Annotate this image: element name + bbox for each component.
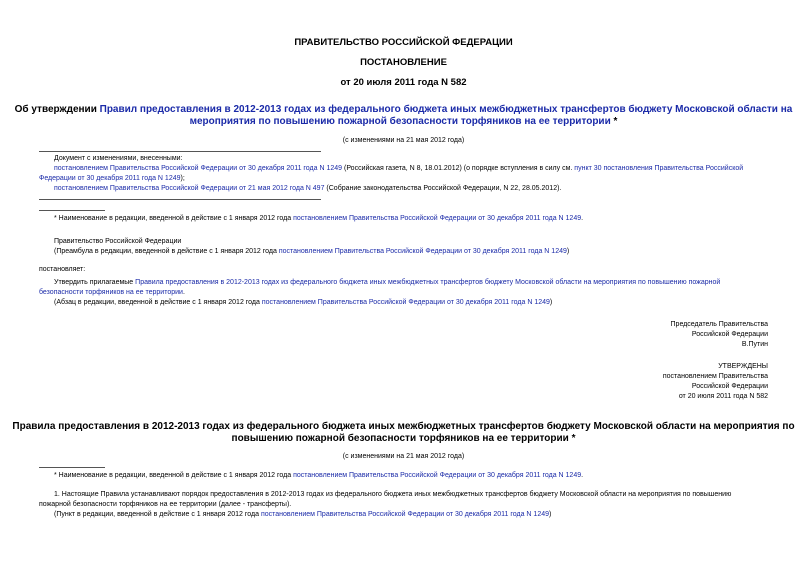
signature-title: Председатель Правительства <box>670 321 768 328</box>
signature-org: Российской Федерации <box>691 331 768 338</box>
doc-changes-text2: ); <box>180 175 185 182</box>
footnote-2 <box>54 471 583 481</box>
changes-note: (с изменениями на 21 мая 2012 года) <box>342 137 465 144</box>
preamble-note: (Преамбула в редакции, введенной в действие с 1 января 2012 года <box>54 248 279 255</box>
decree-note: (Абзац в редакции, введенной в действие с 1 января 2012 года <box>54 299 262 306</box>
divider <box>39 199 321 200</box>
point1-line1: 1. Настоящие Правила устанавливают порядок предоставления в 2012-2013 годах из федерального бюджета иных межбюджетных трансфертов бюджету Московской области на мероприятия по повышению <box>54 491 732 498</box>
point1-line3 <box>54 510 551 520</box>
decree-line3 <box>54 298 552 308</box>
point1-line2: пожарной безопасности торфяников на ее территории (далее - трансферты). <box>39 501 292 508</box>
title-rules-link-cont[interactable]: мероприятия по повышению пожарной безопасности торфяников на ее территории <box>189 116 611 127</box>
title-star: * <box>610 116 618 127</box>
footnote-1-end: . <box>581 215 584 222</box>
approved-heading: УТВЕРЖДЕНЫ <box>718 363 768 370</box>
doc-changes-line1 <box>54 164 743 174</box>
decree-text: Утвердить прилагаемые <box>54 279 136 286</box>
point1-link[interactable]: постановлением Правительства Российской Федерации от 30 декабря 2011 года N 1249 <box>260 511 550 518</box>
footnote-2-text: * Наименование в редакции, введенной в действие с 1 января 2012 года <box>54 472 294 479</box>
document-date: от 20 июля 2011 года N 582 <box>340 77 467 88</box>
decree-line1 <box>54 278 720 288</box>
footnote-1-text: * Наименование в редакции, введенной в действие с 1 января 2012 года <box>54 215 294 222</box>
decree-line2 <box>39 288 185 298</box>
preamble-line1: Правительство Российской Федерации <box>54 238 182 245</box>
title-rules-link[interactable]: Правил предоставления в 2012-2013 годах из федерального бюджета иных межбюджетных трансфертов бюджету Московской области на <box>99 104 793 115</box>
rules-title-line1: Правила предоставления в 2012-2013 годах из федерального бюджета иных межбюджетных трансфертов бюджету Московской области на мероприятия по <box>12 421 795 432</box>
decree-rules-link[interactable]: Правила предоставления в 2012-2013 годах из федерального бюджета иных межбюджетных трансфертов бюджету Московской области на мероприятия по повышению пожарной <box>135 279 721 286</box>
document-type: ПОСТАНОВЛЕНИЕ <box>360 57 447 68</box>
point30-link-cont[interactable]: Федерации от 30 декабря 2011 года N 1249 <box>39 175 181 182</box>
decree-1249-link[interactable]: постановлением Правительства Российской Федерации от 30 декабря 2011 года N 1249 <box>54 165 343 172</box>
decree-rules-link-cont[interactable]: безопасности торфяников на ее территории <box>39 289 183 296</box>
preamble-end: ) <box>566 248 570 255</box>
government-name: ПРАВИТЕЛЬСТВО РОССИЙСКОЙ ФЕДЕРАЦИИ <box>294 37 513 48</box>
doc-changes-text3: (Собрание законодательства Российской Федерации, N 22, 28.05.2012). <box>324 185 562 192</box>
preamble-link[interactable]: постановлением Правительства Российской Федерации от 30 декабря 2011 года N 1249 <box>278 248 567 255</box>
approved-date: от 20 июля 2011 года N 582 <box>678 393 768 400</box>
footnote-2-end: . <box>581 472 584 479</box>
document-title-line1 <box>0 104 807 116</box>
point30-link[interactable]: пункт 30 постановления Правительства Российской <box>574 165 744 172</box>
preamble-line2 <box>54 247 569 257</box>
title-prefix: Об утверждении <box>14 104 100 115</box>
doc-changes-line2 <box>39 174 185 184</box>
decree-word: постановляет: <box>39 266 86 273</box>
doc-changes-text: (Российская газета, N 8, 18.01.2012) (о порядке вступления в силу см. <box>342 165 575 172</box>
decree-note-end: ) <box>549 299 553 306</box>
rules-title-line2: повышению пожарной безопасности торфяников на ее территории * <box>231 433 576 444</box>
doc-changes-label: Документ с изменениями, внесенными: <box>54 155 183 162</box>
approved-line3: Российской Федерации <box>691 383 768 390</box>
approved-line2: постановлением Правительства <box>662 373 768 380</box>
footnote-divider <box>39 210 105 211</box>
point1-note: (Пункт в редакции, введенной в действие с 1 января 2012 года <box>54 511 261 518</box>
changes-note-2: (с изменениями на 21 мая 2012 года) <box>342 453 465 460</box>
decree-dot: . <box>182 289 185 296</box>
decree-note-link[interactable]: постановлением Правительства Российской Федерации от 30 декабря 2011 года N 1249 <box>261 299 550 306</box>
footnote-1 <box>54 214 583 224</box>
footnote-1-link[interactable]: постановлением Правительства Российской Федерации от 30 декабря 2011 года N 1249 <box>293 215 582 222</box>
footnote-2-link[interactable]: постановлением Правительства Российской Федерации от 30 декабря 2011 года N 1249 <box>293 472 582 479</box>
signature-name: В.Путин <box>741 341 768 348</box>
point1-end: ) <box>549 511 552 518</box>
decree-497-link[interactable]: постановлением Правительства Российской Федерации от 21 мая 2012 года N 497 <box>54 185 325 192</box>
doc-changes-line3 <box>54 184 561 194</box>
document-title-line2 <box>0 116 807 128</box>
footnote-divider <box>39 467 105 468</box>
divider <box>39 151 321 152</box>
